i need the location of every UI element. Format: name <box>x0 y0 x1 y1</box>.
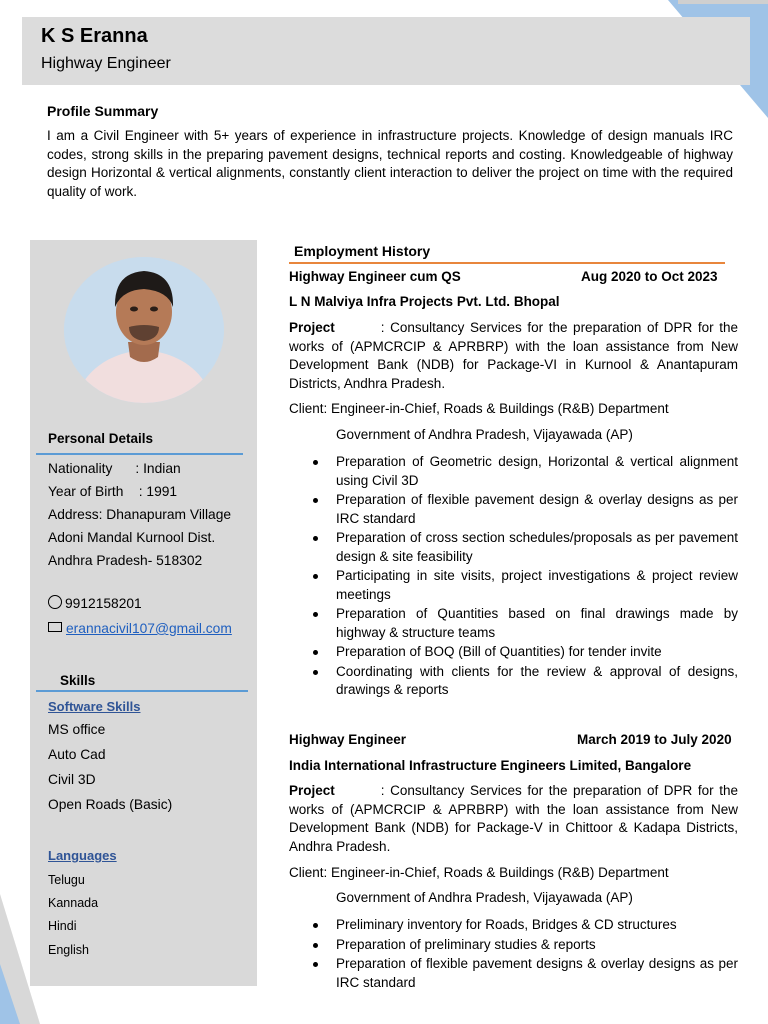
language-item: Telugu <box>48 873 85 887</box>
job-client: Client: Engineer-in-Chief, Roads & Buildings (R&B) Department <box>289 401 669 416</box>
language-item: English <box>48 943 89 957</box>
list-item: Preparation of BOQ (Bill of Quantities) for tender invite <box>289 643 738 662</box>
job-responsibilities <box>289 453 738 701</box>
list-item: Preliminary inventory for Roads, Bridges & CD structures <box>289 916 738 935</box>
email-row <box>48 621 232 636</box>
job-project <box>289 782 738 856</box>
address-line-2: Adoni Mandal Kurnool Dist. <box>48 530 216 545</box>
software-skill-item: Auto Cad <box>48 747 106 762</box>
project-description: : Consultancy Services for the preparation of DPR for the works of (APMCRCIP & APRBRP) with the loan assistance from New Development Bank (NDB) for Package-VI in Kurnool & Anantapuram Districts, Andhra Pradesh. <box>289 320 738 391</box>
project-description: : Consultancy Services for the preparation of DPR for the works of (APMCRCIP & APRBRP) with the loan assistance from New Development Bank (NDB) for Package-V in Chittoor & Kadapa Districts, Andhra Pradesh. <box>289 783 738 854</box>
language-item: Hindi <box>48 919 77 933</box>
decorative-corner-bottom-left-accent <box>0 964 20 1024</box>
job-client-government: Government of Andhra Pradesh, Vijayawada (AP) <box>336 890 633 905</box>
job-project <box>289 319 738 393</box>
candidate-name: K S Eranna <box>41 25 148 47</box>
list-item: Preparation of preliminary studies & reports <box>289 936 738 955</box>
resume-header <box>22 17 750 85</box>
list-item: Participating in site visits, project investigations & project review meetings <box>289 567 738 604</box>
phone-icon <box>48 595 62 609</box>
software-skill-item: Civil 3D <box>48 772 96 787</box>
job-role: Highway Engineer cum QS <box>289 269 461 284</box>
profile-photo <box>64 257 224 403</box>
phone-row <box>48 594 142 611</box>
software-skills-heading: Software Skills <box>48 699 141 714</box>
project-label: Project <box>289 783 335 798</box>
personal-details-divider <box>36 453 243 455</box>
language-item: Kannada <box>48 896 99 910</box>
profile-summary-text: I am a Civil Engineer with 5+ years of experience in infrastructure projects. Knowledge of design manuals IRC codes, strong skills in the preparing pavement designs, technical reports and costing. Knowledgeable of highway design Horizontal & vertical alignments, constantly client interaction to deliver the project on time with the required quality of work. <box>47 128 733 199</box>
person-photo-icon <box>64 257 224 403</box>
phone-number[interactable]: 9912158201 <box>65 596 142 611</box>
email-link[interactable]: erannacivil107@gmail.com <box>66 621 232 636</box>
list-item: Preparation of Geometric design, Horizontal & vertical alignment using Civil 3D <box>289 453 738 490</box>
employment-history-divider <box>289 262 725 264</box>
skills-heading: Skills <box>60 673 96 688</box>
job-dates: March 2019 to July 2020 <box>577 732 732 747</box>
address-line-3: Andhra Pradesh- 518302 <box>48 553 203 568</box>
profile-summary-heading: Profile Summary <box>47 103 159 119</box>
job-client-government: Government of Andhra Pradesh, Vijayawada (AP) <box>336 427 633 442</box>
mail-icon <box>48 622 62 632</box>
software-skill-item: MS office <box>48 722 106 737</box>
nationality: Nationality : Indian <box>48 461 181 476</box>
candidate-title: Highway Engineer <box>41 55 171 72</box>
employment-history-heading: Employment History <box>294 243 431 259</box>
list-item: Coordinating with clients for the review & approval of designs, drawings & reports <box>289 663 738 700</box>
year-of-birth: Year of Birth : 1991 <box>48 484 178 499</box>
list-item: Preparation of flexible pavement design & overlay designs as per IRC standard <box>289 491 738 528</box>
job-client: Client: Engineer-in-Chief, Roads & Buildings (R&B) Department <box>289 865 669 880</box>
list-item: Preparation of flexible pavement designs & overlay designs as per IRC standard <box>289 955 738 992</box>
job-company: India International Infrastructure Engineers Limited, Bangalore <box>289 758 692 773</box>
sidebar <box>30 240 257 986</box>
personal-details-heading: Personal Details <box>48 431 154 446</box>
skills-divider <box>36 690 248 692</box>
project-label: Project <box>289 320 335 335</box>
job-role: Highway Engineer <box>289 732 407 747</box>
list-item: Preparation of Quantities based on final drawings made by highway & structure teams <box>289 605 738 642</box>
job-responsibilities <box>289 916 738 993</box>
list-item: Preparation of cross section schedules/proposals as per pavement design & site feasibility <box>289 529 738 566</box>
address-line-1: Address: Dhanapuram Village <box>48 507 232 522</box>
software-skill-item: Open Roads (Basic) <box>48 797 173 812</box>
job-company: L N Malviya Infra Projects Pvt. Ltd. Bhopal <box>289 294 560 309</box>
decorative-strip-top-right <box>678 0 768 4</box>
job-dates: Aug 2020 to Oct 2023 <box>581 269 718 284</box>
languages-heading: Languages <box>48 848 117 863</box>
